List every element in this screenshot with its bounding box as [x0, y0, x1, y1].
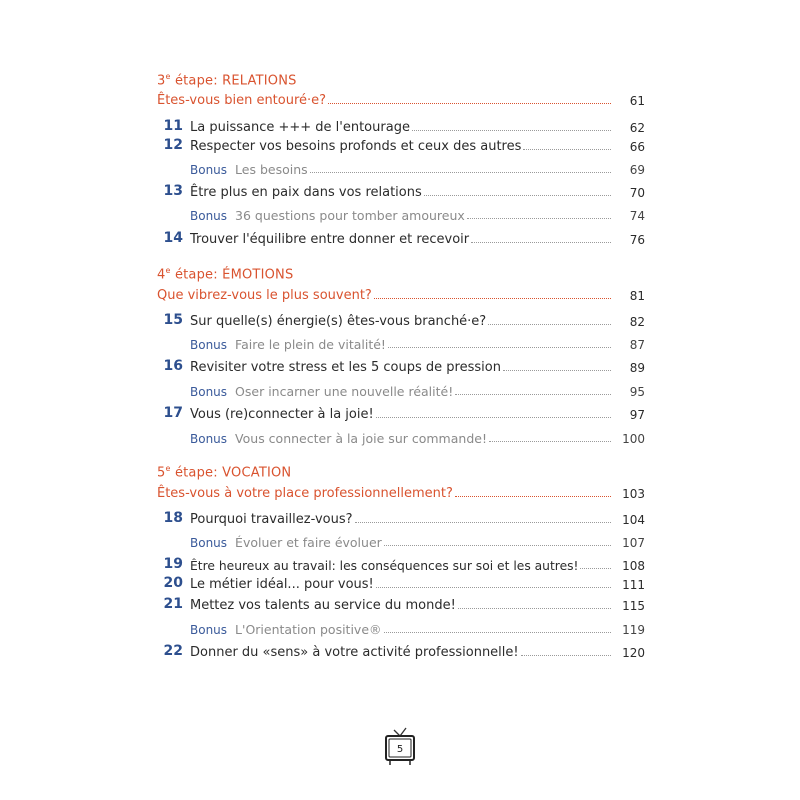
- section-title-vocation: 5e étape: VOCATION: [157, 464, 292, 481]
- toc-entry[interactable]: Mettez vos talents au service du monde! 115: [190, 598, 645, 613]
- toc-entry[interactable]: Être heureux au travail: les conséquences sur soi et les autres! 108: [190, 559, 645, 573]
- chapter-number: 14: [163, 230, 183, 246]
- section-intro-relations[interactable]: Êtes-vous bien entouré·e? 61: [157, 93, 645, 108]
- chapter-number: 19: [163, 556, 183, 572]
- tv-icon: [383, 724, 417, 768]
- page-number: 5: [396, 744, 404, 755]
- toc-entry[interactable]: Donner du «sens» à votre activité professionnelle! 120: [190, 645, 645, 660]
- section-intro-emotions[interactable]: Que vibrez-vous le plus souvent? 81: [157, 288, 645, 303]
- chapter-number: 12: [163, 137, 183, 153]
- toc-entry[interactable]: La puissance +++ de l'entourage 62: [190, 120, 645, 135]
- chapter-number: 20: [163, 575, 183, 591]
- toc-entry[interactable]: Trouver l'équilibre entre donner et recevoir 76: [190, 232, 645, 247]
- toc-bonus-entry[interactable]: Bonus L'Orientation positive® 119: [190, 622, 645, 637]
- toc-entry[interactable]: Le métier idéal... pour vous! 111: [190, 577, 645, 592]
- toc-bonus-entry[interactable]: Bonus Les besoins 69: [190, 162, 645, 177]
- toc-bonus-entry[interactable]: Bonus Évoluer et faire évoluer 107: [190, 535, 645, 550]
- toc-entry[interactable]: Revisiter votre stress et les 5 coups de pression 89: [190, 360, 645, 375]
- toc-entry[interactable]: Être plus en paix dans vos relations 70: [190, 185, 645, 200]
- toc-entry[interactable]: Sur quelle(s) énergie(s) êtes-vous branché·e? 82: [190, 314, 645, 329]
- toc-entry[interactable]: Pourquoi travaillez-vous? 104: [190, 512, 645, 527]
- chapter-number: 16: [163, 358, 183, 374]
- chapter-number: 15: [163, 312, 183, 328]
- tv-page-badge: [383, 724, 417, 768]
- toc-bonus-entry[interactable]: Bonus Vous connecter à la joie sur commande! 100: [190, 431, 645, 446]
- chapter-number: 13: [163, 183, 183, 199]
- chapter-number: 17: [163, 405, 183, 421]
- toc-bonus-entry[interactable]: Bonus Oser incarner une nouvelle réalité! 95: [190, 384, 645, 399]
- section-title-relations: 3e étape: RELATIONS: [157, 72, 297, 89]
- toc-bonus-entry[interactable]: Bonus Faire le plein de vitalité! 87: [190, 337, 645, 352]
- section-intro-vocation[interactable]: Êtes-vous à votre place professionnellement? 103: [157, 486, 645, 501]
- toc-bonus-entry[interactable]: Bonus 36 questions pour tomber amoureux 74: [190, 208, 645, 223]
- toc-entry[interactable]: Vous (re)connecter à la joie! 97: [190, 407, 645, 422]
- chapter-number: 21: [163, 596, 183, 612]
- chapter-number: 22: [163, 643, 183, 659]
- chapter-number: 11: [163, 118, 183, 134]
- toc-entry[interactable]: Respecter vos besoins profonds et ceux des autres 66: [190, 139, 645, 154]
- chapter-number: 18: [163, 510, 183, 526]
- section-title-emotions: 4e étape: ÉMOTIONS: [157, 266, 294, 283]
